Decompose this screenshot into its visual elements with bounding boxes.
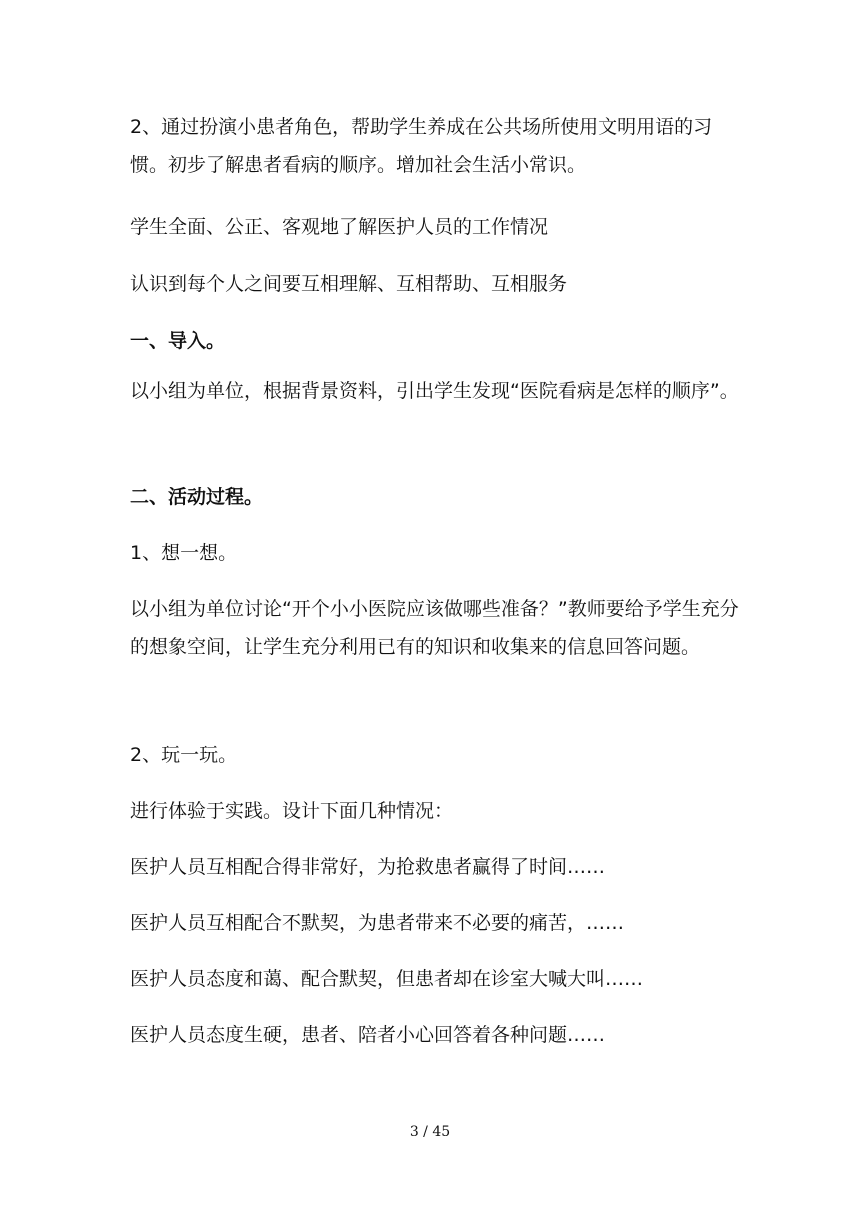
scenario-item: 医护人员互相配合得非常好，为抢救患者赢得了时间…… — [130, 856, 606, 878]
paragraph-goal-understanding: 学生全面、公正、客观地了解医护人员的工作情况 — [130, 216, 549, 238]
heading-introduction: 一、导入。 — [130, 330, 226, 352]
scenario-item: 医护人员互相配合不默契，为患者带来不必要的痛苦，…… — [130, 912, 625, 934]
paragraph-introduction: 以小组为单位，根据背景资料，引出学生发现“医院看病是怎样的顺序”。 — [130, 380, 739, 402]
paragraph-play-intro: 进行体验于实践。设计下面几种情况： — [130, 800, 454, 822]
paragraph-goal-2: 2、通过扮演小患者角色，帮助学生养成在公共场所使用文明用语的习惯。初步了解患者看病的顺序。增加社会生活小常识。 — [130, 116, 713, 176]
paragraph-think: 以小组为单位讨论“开个小小医院应该做哪些准备？”教师要给予学生充分的想象空间，让学生充分利用已有的知识和收集来的信息回答问题。 — [130, 598, 739, 658]
heading-think: 1、想一想。 — [130, 542, 238, 564]
paragraph-goal-mutual-help: 认识到每个人之间要互相理解、互相帮助、互相服务 — [130, 273, 568, 295]
page-number: 3 / 45 — [409, 1124, 451, 1140]
heading-activity-process: 二、活动过程。 — [130, 486, 264, 508]
scenario-item: 医护人员态度生硬，患者、陪者小心回答着各种问题…… — [130, 1024, 606, 1046]
heading-play: 2、玩一玩。 — [130, 744, 238, 766]
scenario-item: 医护人员态度和蔼、配合默契，但患者却在诊室大喊大叫…… — [130, 968, 644, 990]
